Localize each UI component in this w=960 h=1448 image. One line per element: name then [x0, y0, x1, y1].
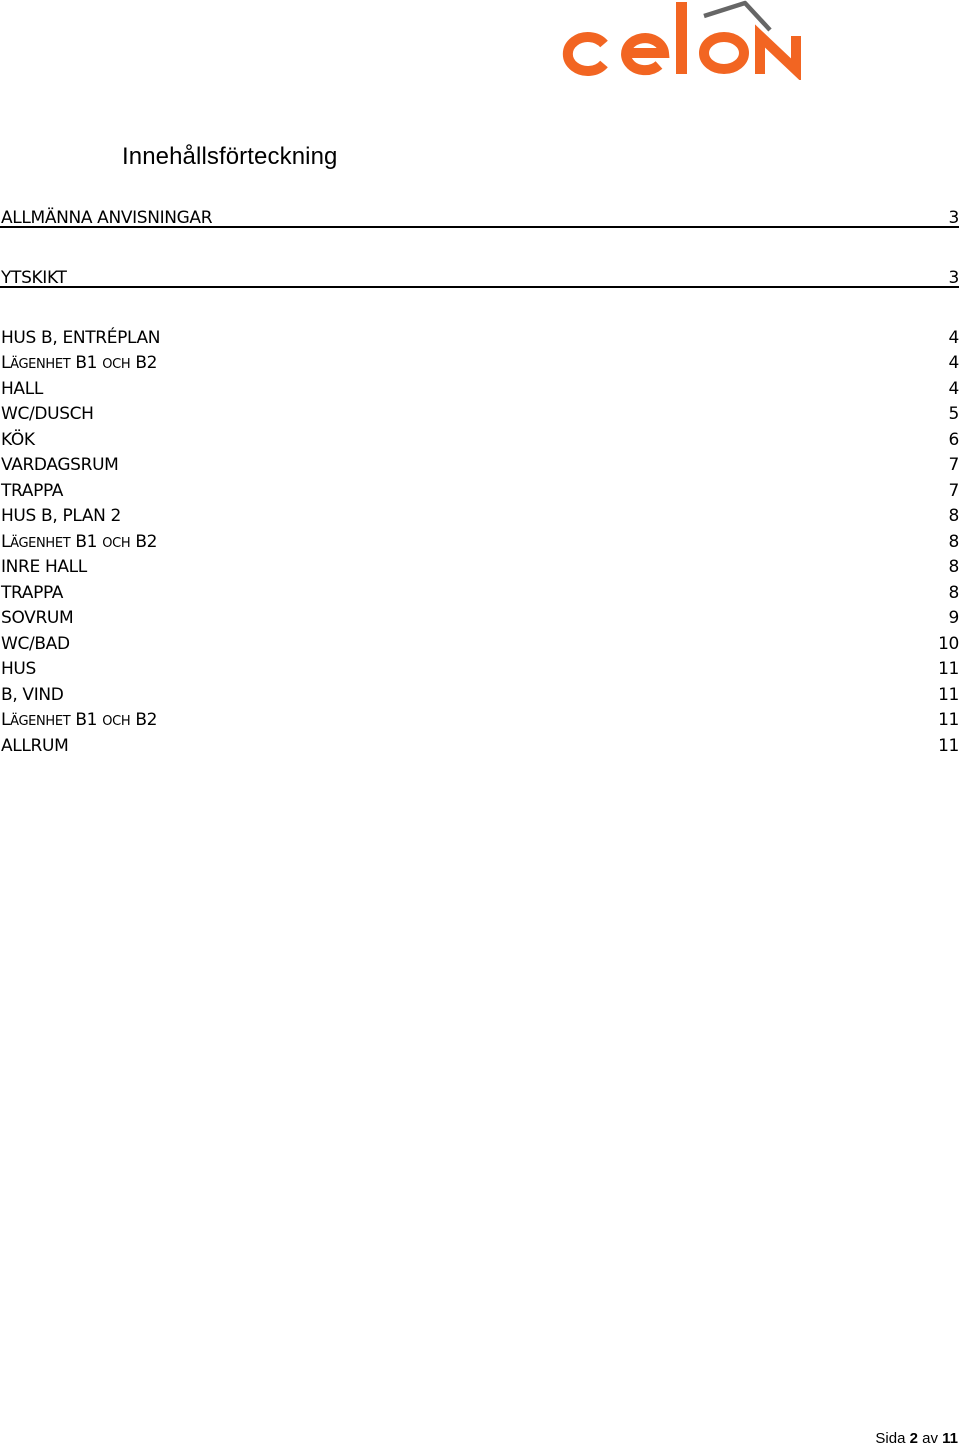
toc-entry-page: 11 — [938, 736, 959, 756]
toc-entry-label: HUS B, PLAN 2 — [1, 506, 122, 526]
toc-entry-page: 10 — [938, 634, 959, 654]
toc-entry[interactable] — [0, 632, 959, 656]
logo-roof — [704, 3, 770, 30]
toc-entry[interactable] — [0, 581, 959, 605]
toc-entry-label: VARDAGSRUM — [1, 455, 119, 475]
toc-entry-page: 4 — [948, 328, 959, 348]
toc-entry-label: TRAPPA — [1, 481, 64, 501]
toc-entry-page: 9 — [948, 608, 959, 628]
page-footer — [875, 1430, 958, 1448]
toc-entry[interactable] — [0, 351, 959, 375]
toc-entry-page: 8 — [948, 583, 959, 603]
toc-entry[interactable] — [0, 734, 959, 758]
toc-entry-label: WC/DUSCH — [1, 404, 94, 424]
toc-entry[interactable] — [0, 266, 959, 288]
toc-entry-label: B, VIND — [1, 685, 64, 705]
footer-total-pages: 11 — [942, 1430, 958, 1447]
toc-entry-label: KÖK — [1, 430, 35, 450]
toc-entry-label: INRE HALL — [1, 557, 87, 577]
toc-entry-page: 6 — [948, 430, 959, 450]
toc-entry-page: 8 — [948, 557, 959, 577]
logo-letter-l — [676, 2, 687, 74]
logo-letter-e — [626, 38, 664, 70]
toc-entry-page: 7 — [948, 455, 959, 475]
toc-entry[interactable] — [0, 326, 959, 350]
celon-logo — [552, 0, 812, 80]
toc-entry[interactable] — [0, 657, 959, 681]
toc-entry-label: LÄGENHET B1 OCH B2 — [1, 532, 158, 552]
toc-entry-label: LÄGENHET B1 OCH B2 — [1, 710, 158, 730]
toc-entry-label: YTSKIKT — [1, 268, 67, 288]
toc-entry-page: 3 — [948, 268, 959, 288]
toc-entry[interactable] — [0, 708, 959, 732]
toc-entry[interactable] — [0, 479, 959, 503]
logo-letter-c — [568, 37, 604, 71]
toc-entry[interactable] — [0, 555, 959, 579]
toc-entry[interactable] — [0, 504, 959, 528]
toc-entry[interactable] — [0, 402, 959, 426]
toc-entry-page: 11 — [938, 659, 959, 679]
toc-entry-page: 4 — [948, 379, 959, 399]
toc-entry-label: HUS — [1, 659, 36, 679]
footer-current-page: 2 — [909, 1430, 918, 1447]
toc-entry-page: 4 — [948, 353, 959, 373]
toc-entry[interactable] — [0, 530, 959, 554]
page-title: Innehållsförteckning — [122, 143, 338, 170]
toc-entry-label: SOVRUM — [1, 608, 74, 628]
logo-letter-o — [704, 37, 744, 69]
toc-entry[interactable] — [0, 683, 959, 707]
toc-entry[interactable] — [0, 453, 959, 477]
toc-entry-page: 3 — [948, 208, 959, 228]
toc-entry-label: LÄGENHET B1 OCH B2 — [1, 353, 158, 373]
toc-entry-page: 11 — [938, 710, 959, 730]
toc-entry-label: ALLRUM — [1, 736, 69, 756]
toc-entry-page: 11 — [938, 685, 959, 705]
footer-prefix: Sida — [875, 1430, 906, 1447]
toc-entry-label: TRAPPA — [1, 583, 64, 603]
toc-entry[interactable] — [0, 606, 959, 630]
toc-entry-page: 5 — [948, 404, 959, 424]
toc-entry-page: 8 — [948, 532, 959, 552]
toc-entry[interactable] — [0, 428, 959, 452]
toc-entry-label: HALL — [1, 379, 43, 399]
footer-separator: av — [922, 1430, 938, 1447]
toc-entry-label: ALLMÄNNA ANVISNINGAR — [1, 208, 213, 228]
toc-entry-page: 7 — [948, 481, 959, 501]
logo-letter-n — [760, 36, 796, 74]
toc-entry[interactable] — [0, 377, 959, 401]
toc-entry-label: HUS B, ENTRÉPLAN — [1, 328, 161, 348]
toc-entry[interactable] — [0, 206, 959, 228]
toc-entry-label: WC/BAD — [1, 634, 70, 654]
toc-entry-page: 8 — [948, 506, 959, 526]
